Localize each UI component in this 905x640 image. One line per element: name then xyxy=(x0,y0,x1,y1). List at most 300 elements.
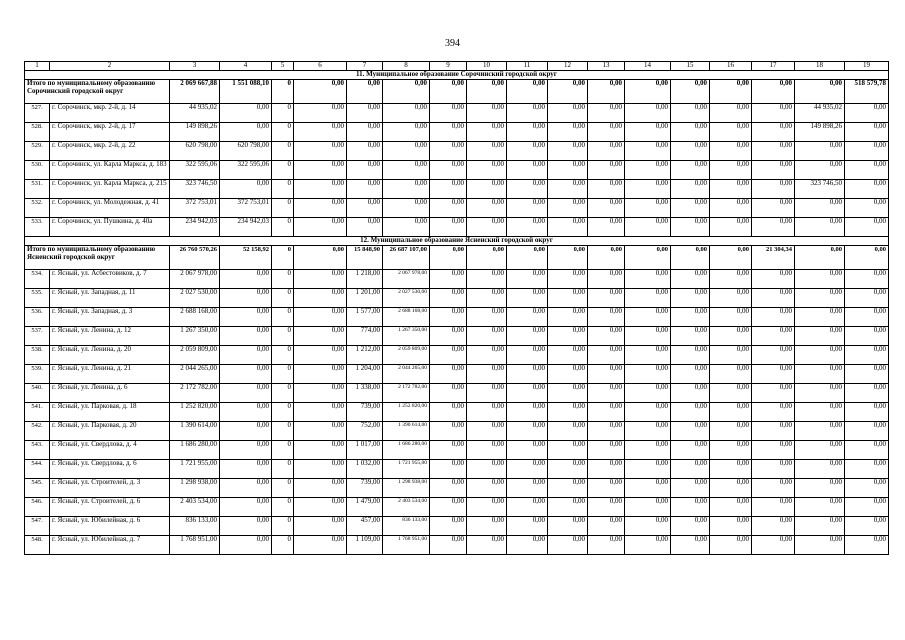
cell-value: 0,00 xyxy=(430,365,467,384)
cell-value: 0,00 xyxy=(294,180,347,199)
cell-value: 0,00 xyxy=(294,479,347,498)
column-number-row xyxy=(25,62,889,71)
row-address: г. Ясный, ул. Ленина, д. 6 xyxy=(50,384,170,403)
row-address: г. Ясный, ул. Парковая, д. 18 xyxy=(50,403,170,422)
cell-value: 0,00 xyxy=(430,308,467,327)
cell-value: 0,00 xyxy=(548,161,588,180)
table-row xyxy=(25,180,889,199)
cell-value: 1 252 820,00 xyxy=(383,403,430,422)
cell-value: 1 298 938,00 xyxy=(383,479,430,498)
cell-value: 0,00 xyxy=(710,403,752,422)
row-address: г. Сорочинск, мкр. 2-й, д. 14 xyxy=(50,104,170,123)
cell-value: 1 109,00 xyxy=(347,536,383,555)
cell-value: 0,00 xyxy=(294,270,347,289)
cell-value: 0,00 xyxy=(220,479,272,498)
cell-value: 0,00 xyxy=(467,536,507,555)
cell-value: 0,00 xyxy=(671,270,710,289)
cell-value: 372 753,01 xyxy=(170,199,220,218)
cell-value: 0,00 xyxy=(548,308,588,327)
cell-value: 1 338,00 xyxy=(347,384,383,403)
cell-value: 0,00 xyxy=(220,327,272,346)
cell-value: 0,00 xyxy=(294,403,347,422)
cell-value: 0,00 xyxy=(845,384,889,403)
cell-value: 0,00 xyxy=(294,104,347,123)
cell-value: 0 xyxy=(272,460,294,479)
cell-value: 0,00 xyxy=(220,384,272,403)
cell-value: 0,00 xyxy=(845,403,889,422)
cell-value: 0,00 xyxy=(671,142,710,161)
cell-value: 0 xyxy=(272,308,294,327)
cell-value: 0,00 xyxy=(752,327,795,346)
total-value: 0,00 xyxy=(710,246,752,270)
table-row xyxy=(25,479,889,498)
cell-value: 0,00 xyxy=(588,308,625,327)
table-row xyxy=(25,142,889,161)
row-address: г. Ясный, ул. Юбилейная, д. 6 xyxy=(50,517,170,536)
cell-value: 0,00 xyxy=(588,123,625,142)
total-label: Итого по муниципальному образованию Сорочинский городской округ xyxy=(25,80,170,104)
cell-value: 0,00 xyxy=(430,289,467,308)
total-value: 0,00 xyxy=(795,246,845,270)
cell-value: 0,00 xyxy=(671,498,710,517)
cell-value: 0,00 xyxy=(625,123,671,142)
cell-value: 0,00 xyxy=(507,270,548,289)
cell-value: 0,00 xyxy=(467,180,507,199)
cell-value: 0,00 xyxy=(294,441,347,460)
cell-value: 0,00 xyxy=(507,346,548,365)
row-address: г. Ясный, ул. Западная, д. 11 xyxy=(50,289,170,308)
cell-value: 0,00 xyxy=(507,365,548,384)
cell-value: 0,00 xyxy=(467,289,507,308)
cell-value: 0,00 xyxy=(507,460,548,479)
total-value: 0,00 xyxy=(430,246,467,270)
row-address: г. Ясный, ул. Западная, д. 3 xyxy=(50,308,170,327)
page-number: 394 xyxy=(445,38,460,49)
cell-value: 0,00 xyxy=(752,403,795,422)
cell-value: 0,00 xyxy=(588,327,625,346)
cell-value: 0,00 xyxy=(845,460,889,479)
cell-value: 0,00 xyxy=(383,180,430,199)
cell-value: 0,00 xyxy=(845,123,889,142)
cell-value: 0,00 xyxy=(671,441,710,460)
cell-value: 0,00 xyxy=(625,517,671,536)
cell-value: 0,00 xyxy=(430,346,467,365)
cell-value: 0,00 xyxy=(671,104,710,123)
total-value: 21 304,34 xyxy=(752,246,795,270)
table-row xyxy=(25,536,889,555)
cell-value: 0,00 xyxy=(467,218,507,237)
cell-value: 0,00 xyxy=(347,123,383,142)
cell-value: 0,00 xyxy=(845,270,889,289)
cell-value: 0,00 xyxy=(671,365,710,384)
cell-value: 0,00 xyxy=(294,536,347,555)
cell-value: 0,00 xyxy=(588,161,625,180)
cell-value: 0,00 xyxy=(845,199,889,218)
cell-value: 0,00 xyxy=(752,199,795,218)
cell-value: 0,00 xyxy=(752,479,795,498)
cell-value: 1 721 955,00 xyxy=(383,460,430,479)
cell-value: 44 935,02 xyxy=(795,104,845,123)
total-value: 0,00 xyxy=(430,80,467,104)
cell-value: 0 xyxy=(272,479,294,498)
cell-value: 0 xyxy=(272,142,294,161)
cell-value: 0,00 xyxy=(795,365,845,384)
cell-value: 0,00 xyxy=(548,270,588,289)
cell-value: 0,00 xyxy=(220,365,272,384)
cell-value: 0,00 xyxy=(710,517,752,536)
row-number: 540. xyxy=(25,384,50,403)
data-table xyxy=(24,61,889,555)
cell-value: 0,00 xyxy=(795,289,845,308)
cell-value: 0,00 xyxy=(710,422,752,441)
table-row xyxy=(25,289,889,308)
cell-value: 0,00 xyxy=(625,384,671,403)
cell-value: 0,00 xyxy=(752,441,795,460)
total-label: Итого по муниципальному образованию Ясненский городской округ xyxy=(25,246,170,270)
cell-value: 0,00 xyxy=(795,498,845,517)
cell-value: 2 172 782,00 xyxy=(383,384,430,403)
row-address: г. Ясный, ул. Строителей, д. 3 xyxy=(50,479,170,498)
cell-value: 0,00 xyxy=(220,180,272,199)
cell-value: 323 746,50 xyxy=(795,180,845,199)
cell-value: 0,00 xyxy=(467,327,507,346)
total-value: 26 760 570,26 xyxy=(170,246,220,270)
cell-value: 0 xyxy=(272,218,294,237)
cell-value: 2 172 782,00 xyxy=(170,384,220,403)
cell-value: 0,00 xyxy=(294,123,347,142)
row-number: 530. xyxy=(25,161,50,180)
cell-value: 149 898,26 xyxy=(795,123,845,142)
cell-value: 0,00 xyxy=(467,517,507,536)
cell-value: 0,00 xyxy=(467,422,507,441)
row-number: 528. xyxy=(25,123,50,142)
table-row xyxy=(25,365,889,384)
row-address: г. Ясный, ул. Ленина, д. 12 xyxy=(50,327,170,346)
cell-value: 0,00 xyxy=(548,384,588,403)
cell-value: 0,00 xyxy=(710,498,752,517)
row-number: 532. xyxy=(25,199,50,218)
cell-value: 0,00 xyxy=(710,142,752,161)
table-row xyxy=(25,327,889,346)
total-row xyxy=(25,80,889,104)
cell-value: 1 218,00 xyxy=(347,270,383,289)
cell-value: 1 032,00 xyxy=(347,460,383,479)
cell-value: 0,00 xyxy=(845,308,889,327)
cell-value: 0,00 xyxy=(710,460,752,479)
cell-value: 0,00 xyxy=(548,289,588,308)
cell-value: 0,00 xyxy=(430,403,467,422)
row-address: г. Сорочинск, ул. Молодежная, д. 41 xyxy=(50,199,170,218)
row-address: г. Ясный, ул. Асбестовиков, д. 7 xyxy=(50,270,170,289)
cell-value: 0,00 xyxy=(220,308,272,327)
cell-value: 0,00 xyxy=(430,460,467,479)
cell-value: 0,00 xyxy=(294,365,347,384)
cell-value: 0,00 xyxy=(588,346,625,365)
cell-value: 0,00 xyxy=(671,199,710,218)
cell-value: 0,00 xyxy=(752,422,795,441)
row-number: 545. xyxy=(25,479,50,498)
row-number: 542. xyxy=(25,422,50,441)
cell-value: 0,00 xyxy=(710,161,752,180)
row-number: 536. xyxy=(25,308,50,327)
cell-value: 0,00 xyxy=(507,199,548,218)
cell-value: 0,00 xyxy=(294,308,347,327)
cell-value: 0,00 xyxy=(548,441,588,460)
cell-value: 0,00 xyxy=(430,479,467,498)
cell-value: 0,00 xyxy=(548,142,588,161)
column-number: 6 xyxy=(294,62,347,71)
cell-value: 0,00 xyxy=(671,327,710,346)
cell-value: 0,00 xyxy=(671,161,710,180)
table-row xyxy=(25,218,889,237)
row-number: 529. xyxy=(25,142,50,161)
cell-value: 0,00 xyxy=(294,460,347,479)
cell-value: 0,00 xyxy=(220,289,272,308)
row-address: г. Ясный, ул. Свердлова, д. 6 xyxy=(50,460,170,479)
row-number: 538. xyxy=(25,346,50,365)
cell-value: 0,00 xyxy=(795,346,845,365)
cell-value: 0,00 xyxy=(588,180,625,199)
cell-value: 0,00 xyxy=(383,123,430,142)
cell-value: 0,00 xyxy=(507,441,548,460)
cell-value: 0,00 xyxy=(588,142,625,161)
cell-value: 0,00 xyxy=(467,403,507,422)
row-number: 543. xyxy=(25,441,50,460)
cell-value: 0,00 xyxy=(710,441,752,460)
total-value: 0,00 xyxy=(507,246,548,270)
cell-value: 0,00 xyxy=(845,180,889,199)
table-row xyxy=(25,460,889,479)
cell-value: 0,00 xyxy=(507,403,548,422)
cell-value: 0,00 xyxy=(507,308,548,327)
section-title-row xyxy=(25,71,889,80)
column-number: 15 xyxy=(671,62,710,71)
section-title-row xyxy=(25,237,889,246)
total-value: 2 069 667,88 xyxy=(170,80,220,104)
cell-value: 0,00 xyxy=(383,161,430,180)
cell-value: 0,00 xyxy=(220,403,272,422)
cell-value: 0,00 xyxy=(220,517,272,536)
cell-value: 0,00 xyxy=(845,517,889,536)
cell-value: 0,00 xyxy=(430,161,467,180)
cell-value: 0,00 xyxy=(588,403,625,422)
cell-value: 0,00 xyxy=(671,123,710,142)
cell-value: 739,00 xyxy=(347,403,383,422)
cell-value: 0,00 xyxy=(347,104,383,123)
row-number: 533. xyxy=(25,218,50,237)
cell-value: 0,00 xyxy=(625,422,671,441)
cell-value: 0,00 xyxy=(588,270,625,289)
cell-value: 0,00 xyxy=(710,536,752,555)
total-value: 0,00 xyxy=(467,80,507,104)
cell-value: 0,00 xyxy=(467,346,507,365)
cell-value: 0,00 xyxy=(548,327,588,346)
cell-value: 0,00 xyxy=(795,460,845,479)
cell-value: 0,00 xyxy=(671,517,710,536)
total-value: 0,00 xyxy=(671,246,710,270)
total-value: 0,00 xyxy=(795,80,845,104)
cell-value: 0,00 xyxy=(752,289,795,308)
row-address: г. Ясный, ул. Юбилейная, д. 7 xyxy=(50,536,170,555)
table-row xyxy=(25,346,889,365)
row-number: 527. xyxy=(25,104,50,123)
cell-value: 0,00 xyxy=(845,327,889,346)
cell-value: 620 798,00 xyxy=(220,142,272,161)
cell-value: 0,00 xyxy=(625,142,671,161)
table-row xyxy=(25,161,889,180)
cell-value: 0,00 xyxy=(752,517,795,536)
cell-value: 0 xyxy=(272,289,294,308)
cell-value: 1 390 614,00 xyxy=(170,422,220,441)
cell-value: 0,00 xyxy=(710,479,752,498)
column-number: 17 xyxy=(752,62,795,71)
table-row xyxy=(25,403,889,422)
column-number: 19 xyxy=(845,62,889,71)
cell-value: 0,00 xyxy=(507,536,548,555)
cell-value: 0,00 xyxy=(671,346,710,365)
cell-value: 0,00 xyxy=(795,218,845,237)
cell-value: 0,00 xyxy=(294,384,347,403)
cell-value: 0,00 xyxy=(294,199,347,218)
row-number: 539. xyxy=(25,365,50,384)
cell-value: 0,00 xyxy=(845,365,889,384)
cell-value: 0,00 xyxy=(467,384,507,403)
total-value: 0 xyxy=(272,80,294,104)
table-row xyxy=(25,123,889,142)
cell-value: 1 686 280,00 xyxy=(383,441,430,460)
cell-value: 0,00 xyxy=(625,218,671,237)
cell-value: 774,00 xyxy=(347,327,383,346)
cell-value: 0,00 xyxy=(625,498,671,517)
cell-value: 0,00 xyxy=(467,365,507,384)
column-number: 11 xyxy=(507,62,548,71)
cell-value: 2 059 809,00 xyxy=(170,346,220,365)
table-row xyxy=(25,270,889,289)
cell-value: 0,00 xyxy=(752,346,795,365)
table-row xyxy=(25,308,889,327)
cell-value: 0,00 xyxy=(752,308,795,327)
row-address: г. Сорочинск, мкр. 2-й, д. 17 xyxy=(50,123,170,142)
cell-value: 0,00 xyxy=(625,289,671,308)
cell-value: 0,00 xyxy=(752,365,795,384)
cell-value: 0,00 xyxy=(710,289,752,308)
cell-value: 0,00 xyxy=(347,161,383,180)
cell-value: 0,00 xyxy=(625,403,671,422)
cell-value: 0,00 xyxy=(752,180,795,199)
row-number: 535. xyxy=(25,289,50,308)
column-number: 18 xyxy=(795,62,845,71)
section-title: 12. Муниципальное образование Ясненский городской округ xyxy=(25,237,889,246)
cell-value: 0,00 xyxy=(845,498,889,517)
cell-value: 0,00 xyxy=(294,161,347,180)
cell-value: 44 935,02 xyxy=(170,104,220,123)
cell-value: 1 252 820,00 xyxy=(170,403,220,422)
cell-value: 0 xyxy=(272,536,294,555)
cell-value: 0 xyxy=(272,403,294,422)
cell-value: 457,00 xyxy=(347,517,383,536)
row-address: г. Ясный, ул. Парковая, д. 20 xyxy=(50,422,170,441)
column-number: 7 xyxy=(347,62,383,71)
cell-value: 0,00 xyxy=(752,104,795,123)
cell-value: 0,00 xyxy=(752,270,795,289)
cell-value: 0,00 xyxy=(795,441,845,460)
cell-value: 0,00 xyxy=(671,422,710,441)
cell-value: 0,00 xyxy=(588,517,625,536)
cell-value: 0,00 xyxy=(467,441,507,460)
total-value: 0,00 xyxy=(294,246,347,270)
cell-value: 0,00 xyxy=(507,327,548,346)
cell-value: 0,00 xyxy=(845,441,889,460)
cell-value: 1 686 280,00 xyxy=(170,441,220,460)
total-value: 26 687 107,00 xyxy=(383,246,430,270)
table-row xyxy=(25,384,889,403)
cell-value: 0,00 xyxy=(220,441,272,460)
cell-value: 0,00 xyxy=(467,199,507,218)
cell-value: 0,00 xyxy=(548,199,588,218)
cell-value: 0,00 xyxy=(795,199,845,218)
cell-value: 0,00 xyxy=(671,403,710,422)
total-value: 0,00 xyxy=(383,80,430,104)
cell-value: 0,00 xyxy=(671,460,710,479)
total-value: 0,00 xyxy=(625,246,671,270)
table-row xyxy=(25,498,889,517)
total-value: 0,00 xyxy=(548,246,588,270)
total-value: 0,00 xyxy=(507,80,548,104)
cell-value: 0,00 xyxy=(430,441,467,460)
cell-value: 0,00 xyxy=(795,422,845,441)
row-address: г. Сорочинск, мкр. 2-й, д. 22 xyxy=(50,142,170,161)
cell-value: 0,00 xyxy=(220,460,272,479)
cell-value: 0,00 xyxy=(710,384,752,403)
cell-value: 2 027 530,00 xyxy=(170,289,220,308)
cell-value: 0,00 xyxy=(548,218,588,237)
cell-value: 0 xyxy=(272,365,294,384)
cell-value: 0,00 xyxy=(347,218,383,237)
cell-value: 1 577,00 xyxy=(347,308,383,327)
cell-value: 0,00 xyxy=(430,422,467,441)
cell-value: 739,00 xyxy=(347,479,383,498)
cell-value: 0,00 xyxy=(220,422,272,441)
cell-value: 0,00 xyxy=(507,180,548,199)
cell-value: 234 942,03 xyxy=(170,218,220,237)
cell-value: 0 xyxy=(272,123,294,142)
column-number: 14 xyxy=(625,62,671,71)
cell-value: 2 044 265,00 xyxy=(170,365,220,384)
row-address: г. Ясный, ул. Ленина, д. 21 xyxy=(50,365,170,384)
cell-value: 0,00 xyxy=(752,161,795,180)
cell-value: 2 044 265,00 xyxy=(383,365,430,384)
cell-value: 0,00 xyxy=(548,365,588,384)
cell-value: 0,00 xyxy=(752,460,795,479)
row-number: 537. xyxy=(25,327,50,346)
total-value: 0,00 xyxy=(548,80,588,104)
table-row xyxy=(25,199,889,218)
cell-value: 0,00 xyxy=(588,104,625,123)
cell-value: 0,00 xyxy=(710,123,752,142)
cell-value: 836 133,00 xyxy=(383,517,430,536)
table-row xyxy=(25,517,889,536)
cell-value: 0,00 xyxy=(548,479,588,498)
cell-value: 0,00 xyxy=(625,441,671,460)
row-address: г. Сорочинск, ул. Карла Маркса, д. 183 xyxy=(50,161,170,180)
cell-value: 0,00 xyxy=(710,218,752,237)
cell-value: 0,00 xyxy=(430,384,467,403)
cell-value: 372 753,01 xyxy=(220,199,272,218)
cell-value: 0,00 xyxy=(467,479,507,498)
row-number: 541. xyxy=(25,403,50,422)
total-value: 0,00 xyxy=(625,80,671,104)
cell-value: 0,00 xyxy=(548,536,588,555)
